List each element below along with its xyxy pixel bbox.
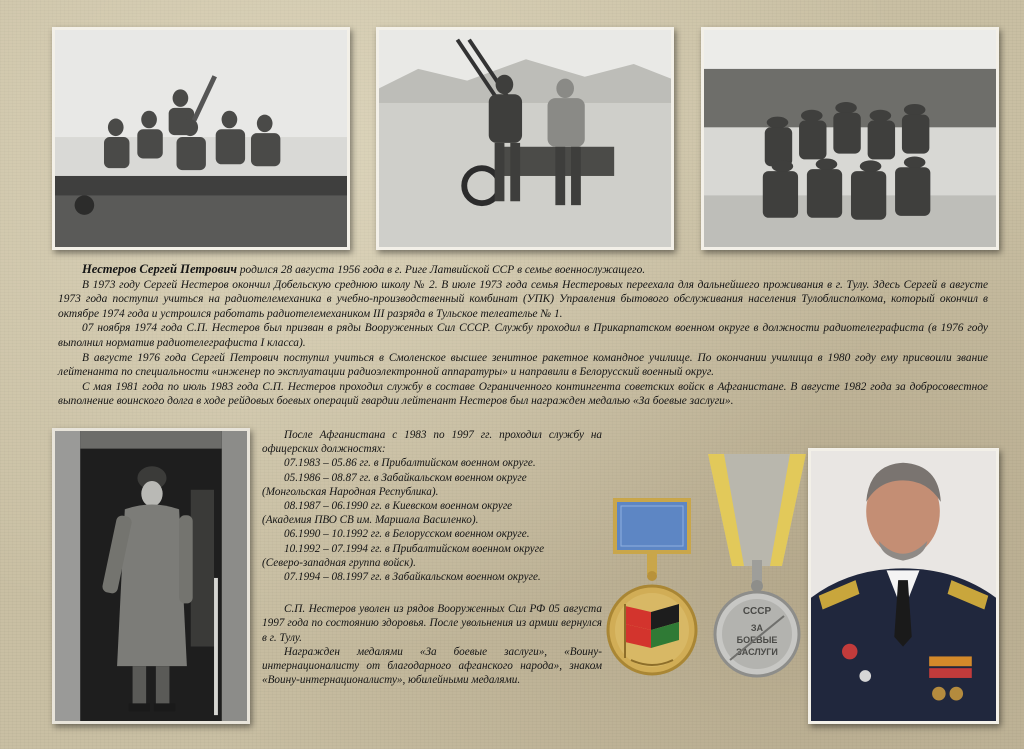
bio-birth-text: родился 28 августа 1956 года в г. Риге Латвийской ССР в семье военнослужащего. bbox=[237, 264, 646, 276]
bio-paragraph-2: В 1973 году Сергей Нестеров окончил Добельскую среднюю школу № 2. В июле 1973 года семья Нестеровых переехала для дальнейшего проживания в г. Тулу. Здесь Сергей в августе 1973 года поступил учиться на радиотелемеханика в учебно-производственный комбинат (УПК) Управления бытового обслуживания населения Тулоблисполкома, который окончил в октябре 1974 года и устроился работать радиотелемехаником III разряда в Тульское телеателье № 1. bbox=[58, 278, 988, 320]
service-item: 07.1983 – 05.86 гг. в Прибалтийском военном округе. bbox=[284, 457, 536, 470]
bio-paragraph-3: 07 ноября 1974 года С.П. Нестеров был призван в ряды Вооруженных Сил СССР. Службу проходил в Прикарпатском военном округе в должности радиотелеграфиста (в 1976 году выполнил норматив радиотелеграфиста I класса). bbox=[58, 322, 988, 349]
biography-text bbox=[58, 262, 988, 409]
photo-officer-in-train-door bbox=[52, 428, 250, 724]
service-item: 10.1992 – 07.1994 гг. в Прибалтийском военном округе bbox=[284, 542, 545, 555]
photo-group-of-soldiers bbox=[701, 27, 999, 250]
awards-text: Награжден медалями «За боевые заслуги», «Воину-интернационалисту от благодарного афганского народа», знаком «Воину-интернационалисту», юбилейными медалями. bbox=[262, 645, 602, 687]
medal-text-zaslugi: ЗАСЛУГИ bbox=[736, 647, 778, 657]
service-item: 08.1987 – 06.1990 гг. в Киевском военном округе bbox=[284, 500, 513, 513]
medal-for-combat-merit bbox=[702, 448, 812, 680]
photo-soldiers-anti-aircraft-gun bbox=[376, 27, 674, 250]
service-item: 07.1994 – 08.1997 гг. в Забайкальском военном округе. bbox=[284, 571, 541, 584]
bio-paragraph-1 bbox=[58, 262, 988, 278]
service-item: 05.1986 – 08.87 гг. в Забайкальском военном округе bbox=[284, 471, 527, 484]
discharge-text: С.П. Нестеров уволен из рядов Вооруженных Сил РФ 05 августа 1997 года по состоянию здоровья. После увольнения из армии вернулся в г. Тулу. bbox=[262, 603, 602, 644]
bio-paragraph-5: С мая 1981 года по июль 1983 года С.П. Нестеров проходил службу в составе Ограниченного контингента советских войск в Афганистане. В августе 1982 года за добросовестное выполнение воинского долга в ходе рейдовых боевых операций гвардии лейтенант Нестеров был награжден медалью «За боевые заслуги». bbox=[58, 380, 988, 408]
service-item: 06.1990 – 10.1992 гг. в Белорусском военном округе. bbox=[284, 528, 530, 541]
service-intro: После Афганистана с 1983 по 1997 гг. проходил службу на офицерских должностях: bbox=[262, 429, 602, 456]
service-item: (Северо-западная группа войск). bbox=[262, 556, 416, 569]
medal-text-za: ЗА bbox=[750, 623, 764, 633]
photo-portrait-in-uniform bbox=[808, 448, 999, 724]
service-item: (Монгольская Народная Республика). bbox=[262, 485, 439, 498]
service-item: (Академия ПВО СВ им. Маршала Василенко). bbox=[262, 514, 479, 527]
service-history bbox=[262, 428, 602, 687]
person-name: Нестеров Сергей Петрович bbox=[82, 262, 238, 276]
medal-text-ussr: СССР bbox=[742, 606, 772, 617]
medal-text-boevye: БОЕВЫЕ bbox=[736, 635, 778, 645]
medal-afghan-gratitude bbox=[603, 498, 701, 680]
photo-soldiers-on-vehicle bbox=[52, 27, 350, 250]
bio-paragraph-4: В августе 1976 года Сергей Петрович поступил учиться в Смоленское высшее зенитное ракетное командное училище. По окончании училища в 1980 году ему присвоили звание лейтенанта по специальности «инженер по эксплуатации радиоэлектронной аппаратуры» и направили в Белорусский военный округ. bbox=[58, 351, 988, 379]
